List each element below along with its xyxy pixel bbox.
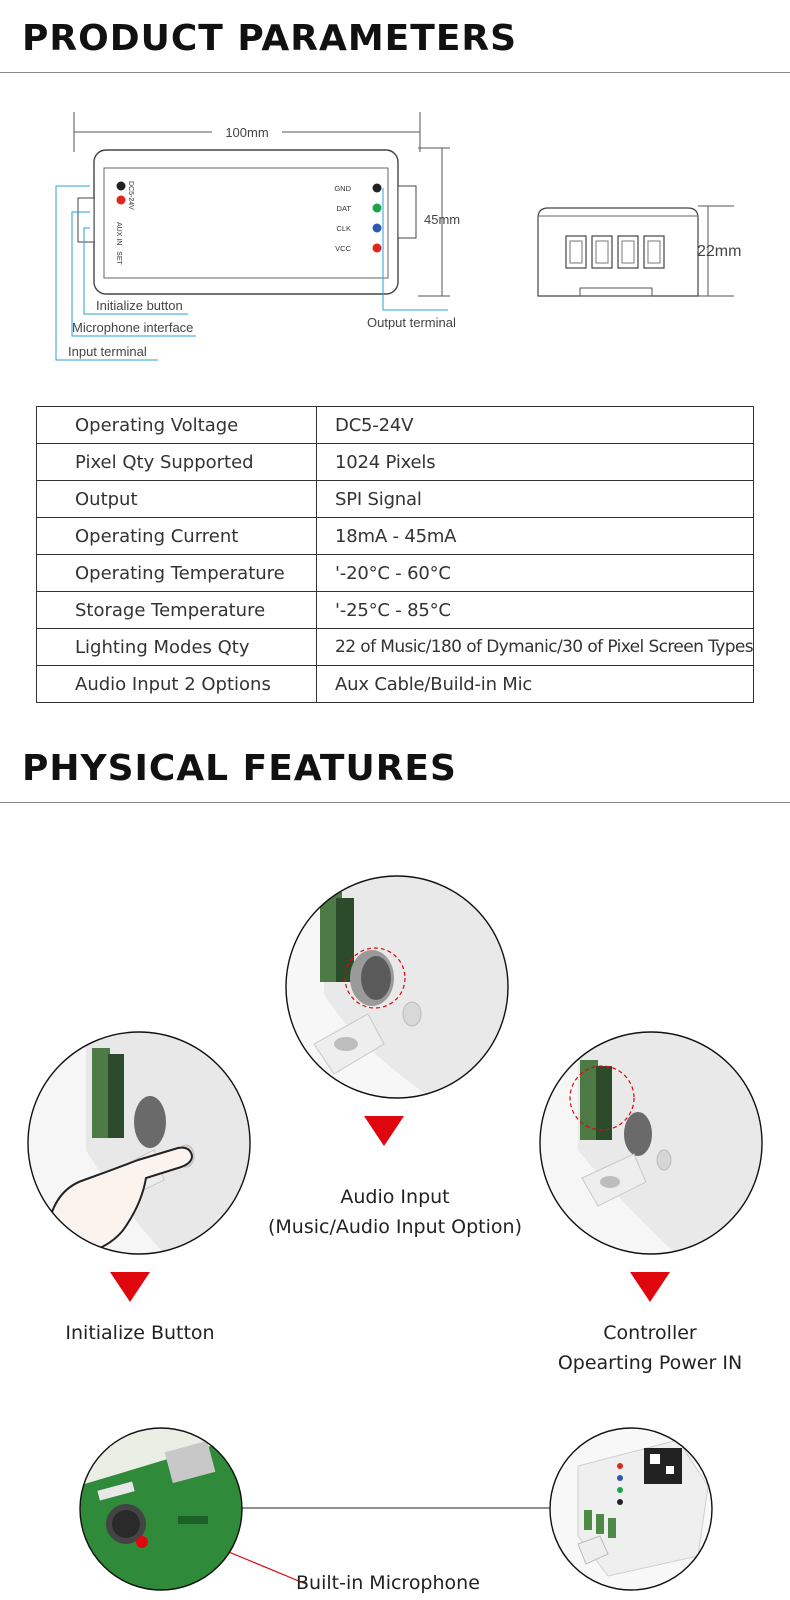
depth-dimension-label: 22mm [697, 243, 742, 260]
audio-input-photo [284, 874, 510, 1100]
spec-key: Audio Input 2 Options [37, 666, 317, 703]
pin-clk-label: CLK [336, 224, 351, 233]
audio-input-title: Audio Input [340, 1186, 450, 1208]
spec-value: '-25°C - 85°C [317, 592, 754, 629]
pin-gnd-dot [373, 184, 382, 193]
spec-value: SPI Signal [317, 481, 754, 518]
table-row [37, 592, 754, 629]
dimension-diagram [0, 100, 790, 400]
microphone-board-photo [78, 1426, 244, 1592]
table-row [37, 481, 754, 518]
power-input-caption [530, 1318, 770, 1378]
features-title: PHYSICAL FEATURES [22, 748, 457, 789]
spec-key: Operating Temperature [37, 555, 317, 592]
qr-code-icon [644, 1448, 682, 1484]
power-input-label: DC5-24V [127, 181, 134, 210]
table-row [37, 555, 754, 592]
spec-key: Lighting Modes Qty [37, 629, 317, 666]
initialize-caption: Initialize Button [65, 1322, 215, 1344]
pin-dat-dot [373, 204, 382, 213]
power-input-subtitle: Opearting Power IN [557, 1352, 743, 1374]
pin-clk-dot [373, 224, 382, 233]
power-input-title: Controller [603, 1322, 697, 1344]
spec-value: Aux Cable/Build-in Mic [317, 666, 754, 703]
controller-photo [548, 1426, 714, 1592]
table-row [37, 518, 754, 555]
params-divider [0, 72, 790, 73]
spec-key: Output [37, 481, 317, 518]
spec-key: Storage Temperature [37, 592, 317, 629]
table-row [37, 629, 754, 666]
controller-outline [94, 150, 398, 294]
initialize-pointer [110, 1272, 150, 1302]
aux-set-label: AUX IN SET [115, 222, 122, 265]
features-divider [0, 802, 790, 803]
microphone-caption: Built-in Microphone [296, 1572, 480, 1594]
pin-vcc-dot [373, 244, 382, 253]
audio-input-subtitle: (Music/Audio Input Option) [268, 1216, 522, 1238]
callout-microphone-interface: Microphone interface [72, 320, 194, 335]
initialize-button-photo [26, 1030, 252, 1256]
power-input-pointer [630, 1272, 670, 1302]
callout-initialize-button: Initialize button [96, 298, 183, 313]
spec-key: Operating Current [37, 518, 317, 555]
spec-value: DC5-24V [317, 407, 754, 444]
callout-output-terminal: Output terminal [367, 315, 456, 330]
height-dimension-label: 45mm [424, 212, 461, 227]
spec-key: Operating Voltage [37, 407, 317, 444]
audio-input-caption [200, 1182, 590, 1242]
callout-input-terminal: Input terminal [68, 344, 147, 359]
pin-gnd-label: GND [334, 184, 351, 193]
power-input-photo [538, 1030, 764, 1256]
table-row [37, 444, 754, 481]
table-row [37, 407, 754, 444]
spec-key: Pixel Qty Supported [37, 444, 317, 481]
spec-value: 1024 Pixels [317, 444, 754, 481]
specs-table [36, 406, 754, 703]
width-dimension-label: 100mm [225, 125, 269, 140]
table-row [37, 666, 754, 703]
audio-input-pointer [364, 1116, 404, 1146]
spec-value: '-20°C - 60°C [317, 555, 754, 592]
pin-vcc-label: VCC [335, 244, 351, 253]
params-title: PRODUCT PARAMETERS [22, 18, 518, 59]
spec-value: 18mA - 45mA [317, 518, 754, 555]
pin-dat-label: DAT [336, 204, 351, 213]
spec-value: 22 of Music/180 of Dymanic/30 of Pixel Screen Types [317, 629, 754, 666]
